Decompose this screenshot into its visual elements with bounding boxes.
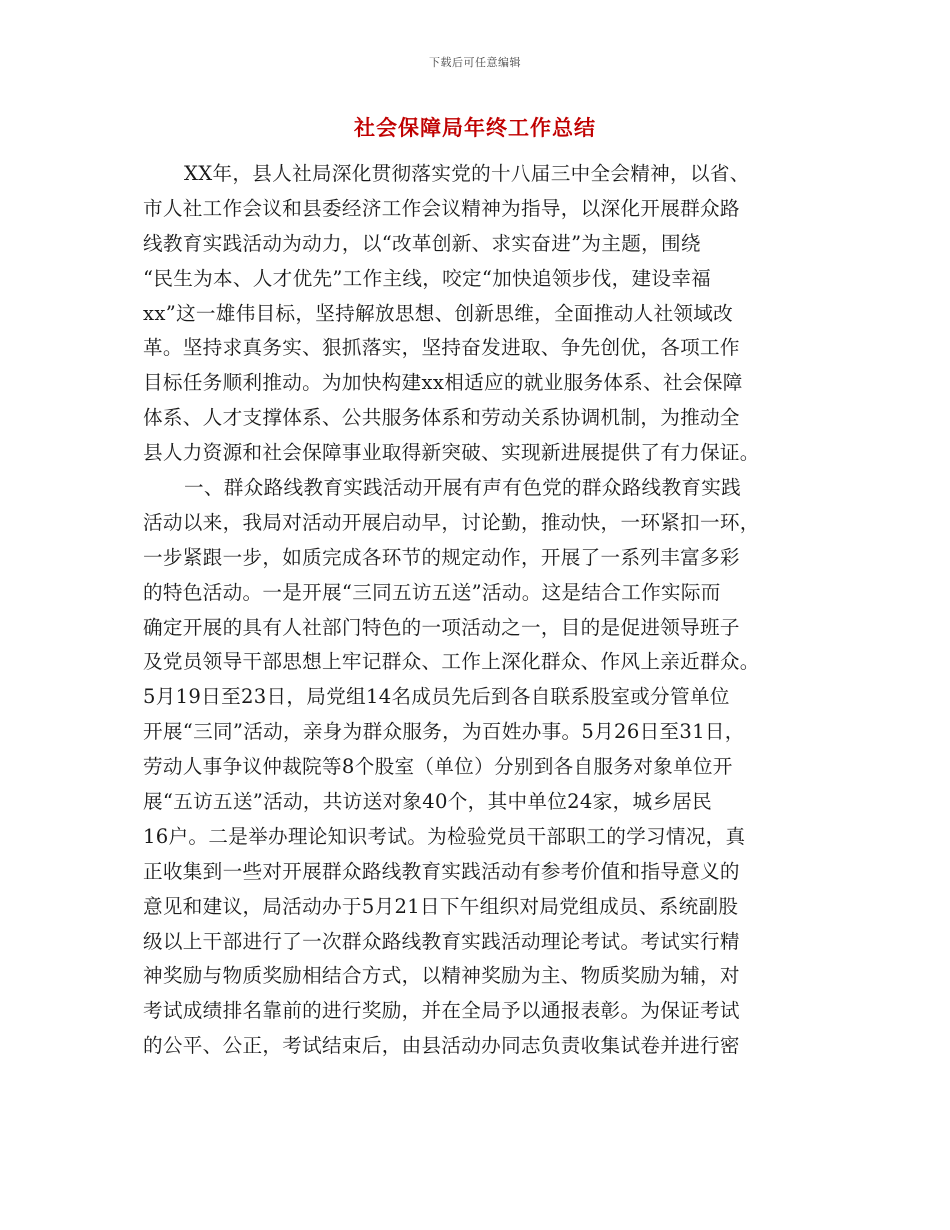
document-title: 社会保障局年终工作总结 (354, 115, 596, 140)
paragraph-line: 的特色活动。一是开展“三同五访五送”活动。这是结合工作实际而 (143, 580, 721, 604)
paragraph-line: xx”这一雄伟目标，坚持解放思想、创新思维，全面推动人社领域改 (143, 301, 734, 325)
paragraph-line: 展“五访五送”活动，共访送对象40个，其中单位24家，城乡居民 (143, 790, 713, 814)
paragraph-line: 考试成绩排名靠前的进行奖励，并在全局予以通报表彰。为保证考试 (143, 999, 740, 1023)
paragraph-line: 一、群众路线教育实践活动开展有声有色党的群众路线教育实践 (184, 476, 742, 500)
paragraph-line: 活动以来，我局对活动开展启动早，讨论勤，推动快，一环紧扣一环， (143, 510, 760, 534)
paragraph-line: 及党员领导干部思想上牢记群众、工作上深化群众、作风上亲近群众。 (143, 650, 760, 674)
paragraph-line: 线教育实践活动为动力，以“改革创新、求实奋进”为主题，围绕 (143, 231, 701, 255)
paragraph-line: 神奖励与物质奖励相结合方式，以精神奖励为主、物质奖励为辅，对 (143, 964, 740, 988)
paragraph-line: 县人力资源和社会保障事业取得新突破、实现新进展提供了有力保证。 (143, 441, 760, 465)
paragraph-line: 体系、人才支撑体系、公共服务体系和劳动关系协调机制，为推动全 (143, 406, 740, 430)
paragraph-line: 16户。二是举办理论知识考试。为检验党员干部职工的学习情况，真 (143, 824, 746, 848)
paragraph-line: “民生为本、人才优先”工作主线，咬定“加快追领步伐，建设幸福 (143, 266, 712, 290)
paragraph-line: 意见和建议，局活动办于5月21日下午组织对局党组成员、系统副股 (143, 894, 739, 918)
paragraph-line: 目标任务顺利推动。为加快构建xx相适应的就业服务体系、社会保障 (143, 371, 743, 395)
paragraph-line: 市人社工作会议和县委经济工作会议精神为指导，以深化开展群众路 (143, 196, 740, 220)
paragraph-line: 一步紧跟一步，如质完成各环节的规定动作，开展了一系列丰富多彩 (143, 545, 740, 569)
paragraph-line: XX年，县人社局深化贯彻落实党的十八届三中全会精神，以省、 (184, 162, 750, 185)
paragraph-line: 开展“三同”活动，亲身为群众服务，为百姓办事。5月26日至31日， (143, 720, 745, 744)
document-body (143, 157, 823, 1064)
paragraph-line: 确定开展的具有人社部门特色的一项活动之一，目的是促进领导班子 (143, 615, 740, 639)
paragraph-line: 的公平、公正，考试结束后，由县活动办同志负责收集试卷并进行密 (143, 1034, 740, 1058)
paragraph-line: 革。坚持求真务实、狠抓落实，坚持奋发进取、争先创优，各项工作 (143, 336, 740, 360)
paragraph-line: 级以上干部进行了一次群众路线教育实践活动理论考试。考试实行精 (143, 929, 740, 953)
header-note: 下载后可任意编辑 (429, 56, 521, 69)
paragraph-line: 劳动人事争议仲裁院等8个股室（单位）分别到各自服务对象单位开 (143, 755, 733, 779)
paragraph-line: 5月19日至23日，局党组14名成员先后到各自联系股室或分管单位 (143, 685, 730, 709)
paragraph-line: 正收集到一些对开展群众路线教育实践活动有参考价值和指导意义的 (143, 859, 740, 883)
